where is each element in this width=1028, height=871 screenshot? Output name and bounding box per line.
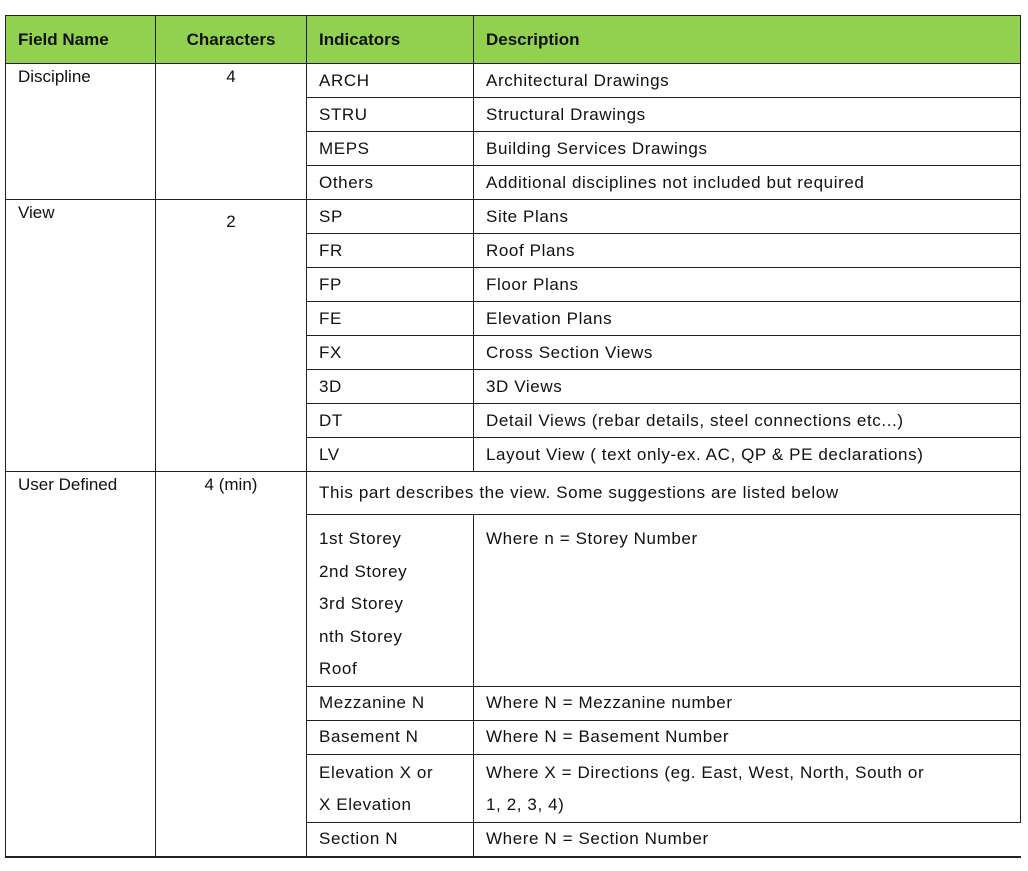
indicator-cell: FX (307, 336, 474, 370)
indicator-cell: ARCH (307, 64, 474, 98)
description-cell: Building Services Drawings (474, 132, 1021, 166)
description-cell: Site Plans (474, 200, 1021, 234)
indicator-cell: MEPS (307, 132, 474, 166)
table-row (6, 64, 1021, 98)
indicator-cell: LV (307, 438, 474, 472)
storey-item: 2nd Storey (319, 561, 408, 581)
description-cell: Detail Views (rebar details, steel connections etc...) (474, 404, 1021, 438)
description-cell: Structural Drawings (474, 98, 1021, 132)
chars-user-defined: 4 (min) (156, 472, 307, 857)
indicator-cell: Mezzanine N (307, 686, 474, 720)
header-row (6, 16, 1021, 64)
storey-description: Where n = Storey Number (474, 515, 1021, 687)
chars-view: 2 (156, 200, 307, 472)
header-field-name: Field Name (6, 16, 156, 64)
naming-convention-table (5, 15, 1021, 858)
table-row (6, 200, 1021, 234)
description-cell: 3D Views (474, 370, 1021, 404)
storey-item: 1st Storey (319, 529, 402, 548)
indicator-cell: FP (307, 268, 474, 302)
header-description: Description (474, 16, 1021, 64)
indicator-cell: 3D (307, 370, 474, 404)
storey-item: 3rd Storey (319, 594, 404, 613)
indicator-cell: STRU (307, 98, 474, 132)
user-defined-intro: This part describes the view. Some suggestions are listed below (307, 472, 1021, 515)
chars-discipline: 4 (156, 64, 307, 200)
description-cell: Additional disciplines not included but required (474, 166, 1021, 200)
indicator-cell: Others (307, 166, 474, 200)
storey-indicators (307, 515, 474, 687)
indicator-cell: FR (307, 234, 474, 268)
elevation-description (474, 754, 1021, 822)
field-view: View (6, 200, 156, 472)
header-indicators: Indicators (307, 16, 474, 64)
indicator-cell: SP (307, 200, 474, 234)
field-discipline: Discipline (6, 64, 156, 200)
description-cell: Floor Plans (474, 268, 1021, 302)
storey-item: Roof (319, 659, 358, 678)
description-cell: Where N = Mezzanine number (474, 686, 1021, 720)
elevation-indicator-line: Elevation X or (319, 762, 434, 782)
elevation-description-line: Where X = Directions (eg. East, West, North, South or (486, 762, 925, 782)
description-cell: Cross Section Views (474, 336, 1021, 370)
description-cell: Roof Plans (474, 234, 1021, 268)
description-cell: Architectural Drawings (474, 64, 1021, 98)
indicator-cell: Basement N (307, 720, 474, 754)
indicator-cell: Section N (307, 822, 474, 857)
storey-item: nth Storey (319, 626, 403, 646)
description-cell: Where N = Basement Number (474, 720, 1021, 754)
indicator-cell: DT (307, 404, 474, 438)
field-user-defined: User Defined (6, 472, 156, 857)
indicator-cell: FE (307, 302, 474, 336)
header-characters: Characters (156, 16, 307, 64)
description-cell: Layout View ( text only-ex. AC, QP & PE declarations) (474, 438, 1021, 472)
elevation-indicator (307, 754, 474, 822)
elevation-indicator-line: X Elevation (319, 795, 412, 814)
table-row (6, 472, 1021, 515)
description-cell: Elevation Plans (474, 302, 1021, 336)
description-cell: Where N = Section Number (474, 822, 1021, 857)
elevation-description-line: 1, 2, 3, 4) (486, 795, 565, 814)
